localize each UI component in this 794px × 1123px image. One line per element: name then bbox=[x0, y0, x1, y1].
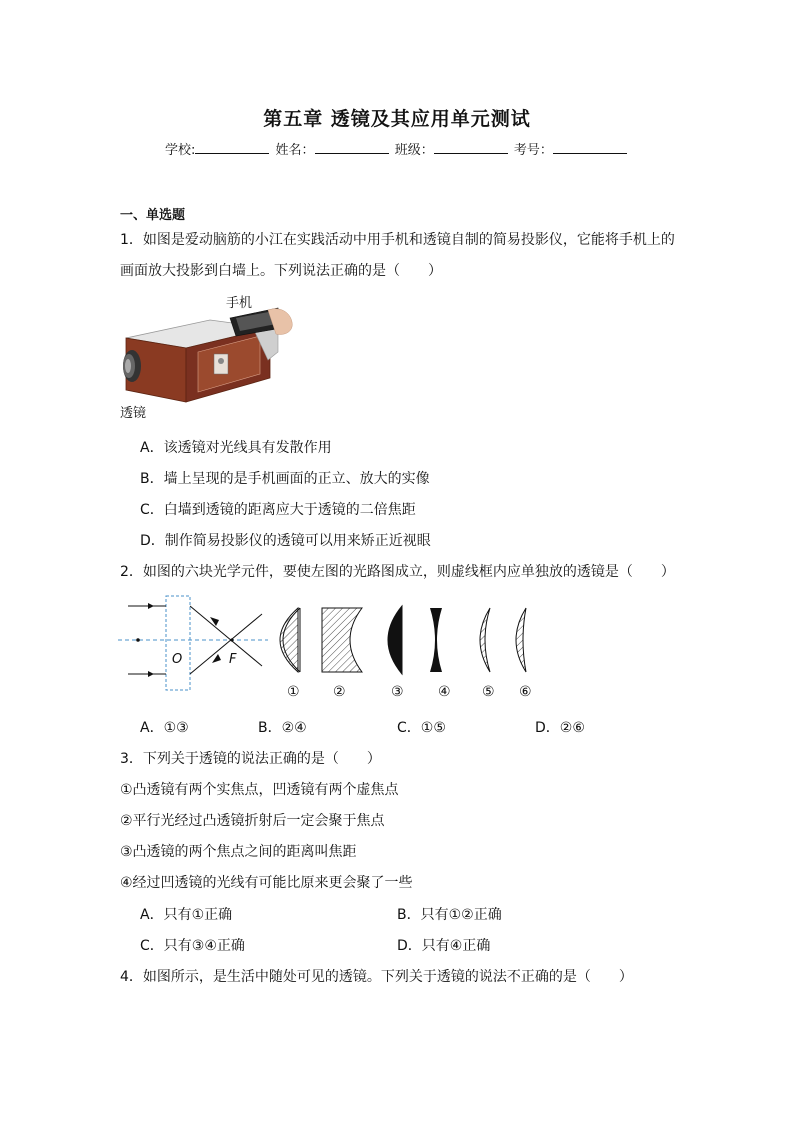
label-O: O bbox=[172, 652, 183, 667]
q3-option-d[interactable]: D．只有④正确 bbox=[397, 938, 491, 954]
element-number-2: ② bbox=[333, 684, 346, 700]
label-F: F bbox=[229, 652, 237, 667]
q3-statement-1: ①凸透镜有两个实焦点，凹透镜有两个虚焦点 bbox=[120, 782, 399, 798]
element-number-5: ⑤ bbox=[482, 684, 495, 700]
name-blank[interactable] bbox=[315, 142, 389, 154]
q3-option-c[interactable]: C．只有③④正确 bbox=[140, 938, 245, 954]
exam-no-blank[interactable] bbox=[553, 142, 627, 154]
q1-option-b[interactable]: B．墙上呈现的是手机画面的正立、放大的实像 bbox=[140, 471, 430, 487]
q2-option-a[interactable]: A．①③ bbox=[140, 720, 189, 736]
q3-option-a[interactable]: A．只有①正确 bbox=[140, 907, 233, 923]
student-info-line bbox=[165, 139, 629, 158]
school-blank[interactable] bbox=[195, 142, 269, 154]
name-label: 姓名： bbox=[275, 143, 315, 158]
class-label: 班级： bbox=[394, 143, 434, 158]
q3-option-b[interactable]: B．只有①②正确 bbox=[397, 907, 502, 923]
element-number-4: ④ bbox=[438, 684, 451, 700]
class-blank[interactable] bbox=[434, 142, 508, 154]
lens-label: 透镜 bbox=[120, 406, 147, 421]
q1-option-d[interactable]: D．制作简易投影仪的透镜可以用来矫正近视眼 bbox=[140, 533, 431, 549]
q1-option-a[interactable]: A．该透镜对光线具有发散作用 bbox=[140, 440, 332, 456]
exam-no-label: 考号： bbox=[513, 143, 553, 158]
element-number-1: ① bbox=[287, 684, 300, 700]
q3-statement-4: ④经过凹透镜的光线有可能比原来更会聚了一些 bbox=[120, 875, 413, 891]
q2-option-c[interactable]: C．①⑤ bbox=[397, 720, 446, 736]
q2-option-d[interactable]: D．②⑥ bbox=[535, 720, 585, 736]
school-label: 学校: bbox=[165, 143, 196, 158]
phone-label: 手机 bbox=[226, 296, 253, 311]
element-number-6: ⑥ bbox=[519, 684, 532, 700]
q1-stem-line2: 画面放大投影到白墙上。下列说法正确的是（ ） bbox=[120, 263, 442, 279]
q4-stem: 4．如图所示，是生活中随处可见的透镜。下列关于透镜的说法不正确的是（ ） bbox=[120, 969, 633, 985]
section-heading: 一、单选题 bbox=[120, 208, 186, 223]
q2-option-b[interactable]: B．②④ bbox=[258, 720, 307, 736]
q1-projector-figure bbox=[118, 290, 298, 420]
q1-option-c[interactable]: C．白墙到透镜的距离应大于透镜的二倍焦距 bbox=[140, 502, 416, 518]
q3-statement-3: ③凸透镜的两个焦点之间的距离叫焦距 bbox=[120, 844, 357, 860]
q2-stem: 2．如图的六块光学元件，要使左图的光路图成立，则虚线框内应单独放的透镜是（ ） bbox=[120, 564, 675, 580]
element-number-3: ③ bbox=[391, 684, 404, 700]
page-title: 第五章 透镜及其应用单元测试 bbox=[263, 108, 531, 130]
projector-illustration bbox=[118, 290, 298, 420]
q1-stem-line1: 1．如图是爱动脑筋的小江在实践活动中用手机和透镜自制的简易投影仪，它能将手机上的 bbox=[120, 232, 675, 248]
q3-statement-2: ②平行光经过凸透镜折射后一定会聚于焦点 bbox=[120, 813, 385, 829]
q3-stem: 3．下列关于透镜的说法正确的是（ ） bbox=[120, 751, 381, 767]
